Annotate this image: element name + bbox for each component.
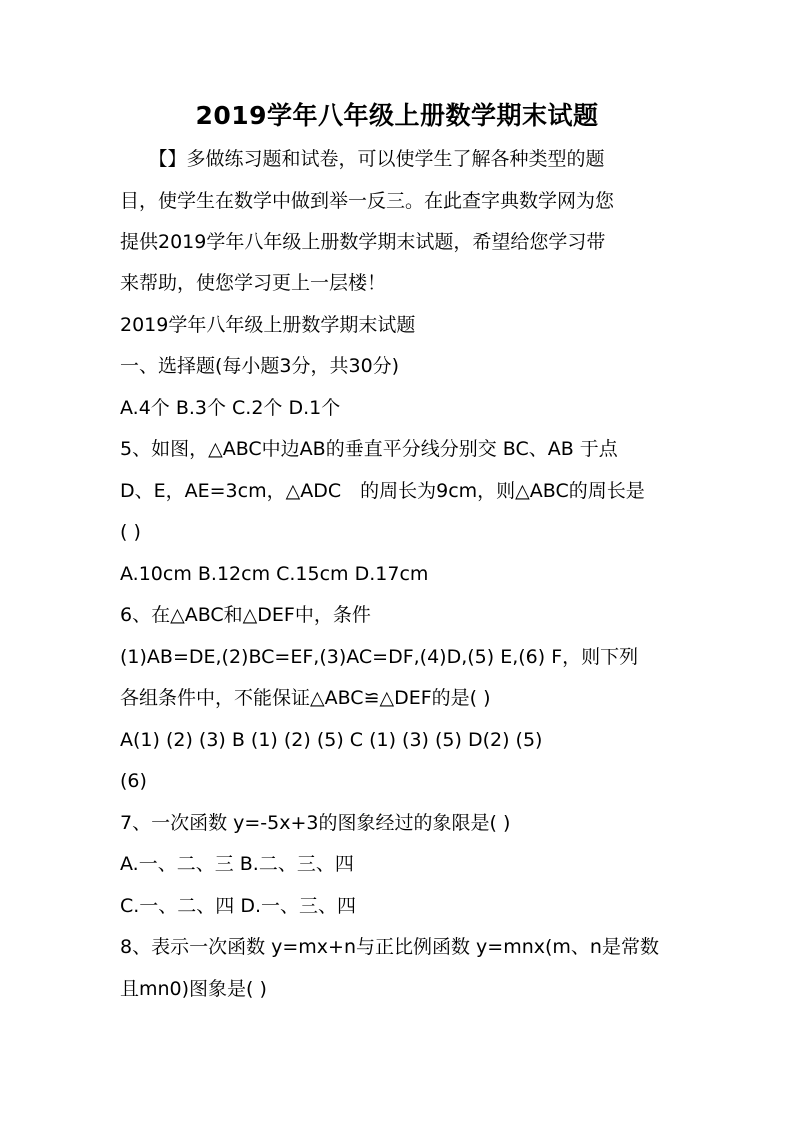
- text-line-1: 【】多做练习题和试卷，可以使学生了解各种类型的题: [120, 148, 605, 170]
- text-line-9: D、E，AE=3cm，△ADC 的周长为9cm，则△ABC的周长是: [120, 480, 645, 502]
- text-line-8: 5、如图，△ABC中边AB的垂直平分线分别交 BC、AB 于点: [120, 438, 618, 460]
- text-line-19: C.一、二、四 D.一、三、四: [120, 895, 357, 917]
- text-line-12: 6、在△ABC和△DEF中，条件: [120, 604, 371, 626]
- text-line-4: 来帮助，使您学习更上一层楼！: [120, 272, 387, 294]
- text-line-3: 提供2019学年八年级上册数学期末试题，希望给您学习带: [120, 231, 606, 253]
- text-line-6: 一、选择题(每小题3分，共30分): [120, 355, 400, 377]
- text-line-17: 7、一次函数 y=-5x+3的图象经过的象限是( ): [120, 812, 511, 834]
- text-line-21: 且mn0)图象是( ): [120, 978, 267, 1000]
- text-line-20: 8、表示一次函数 y=mx+n与正比例函数 y=mnx(m、n是常数: [120, 936, 659, 958]
- text-line-18: A.一、二、三 B.二、三、四: [120, 853, 354, 875]
- document-title: 2019学年八年级上册数学期末试题: [195, 101, 599, 130]
- text-line-2: 目，使学生在数学中做到举一反三。在此查字典数学网为您: [120, 190, 615, 212]
- text-line-15: A(1) (2) (3) B (1) (2) (5) C (1) (3) (5) D(2) (5): [120, 729, 543, 751]
- text-line-11: A.10cm B.12cm C.15cm D.17cm: [120, 563, 429, 585]
- text-line-7: A.4个 B.3个 C.2个 D.1个: [120, 397, 341, 419]
- text-line-13: (1)AB=DE,(2)BC=EF,(3)AC=DF,(4)D,(5) E,(6) F，则下列: [120, 646, 639, 668]
- text-line-10: ( ): [120, 521, 141, 543]
- text-line-5: 2019学年八年级上册数学期末试题: [120, 314, 416, 336]
- text-line-14: 各组条件中，不能保证△ABC≌△DEF的是( ): [120, 687, 491, 709]
- text-line-16: (6): [120, 770, 147, 792]
